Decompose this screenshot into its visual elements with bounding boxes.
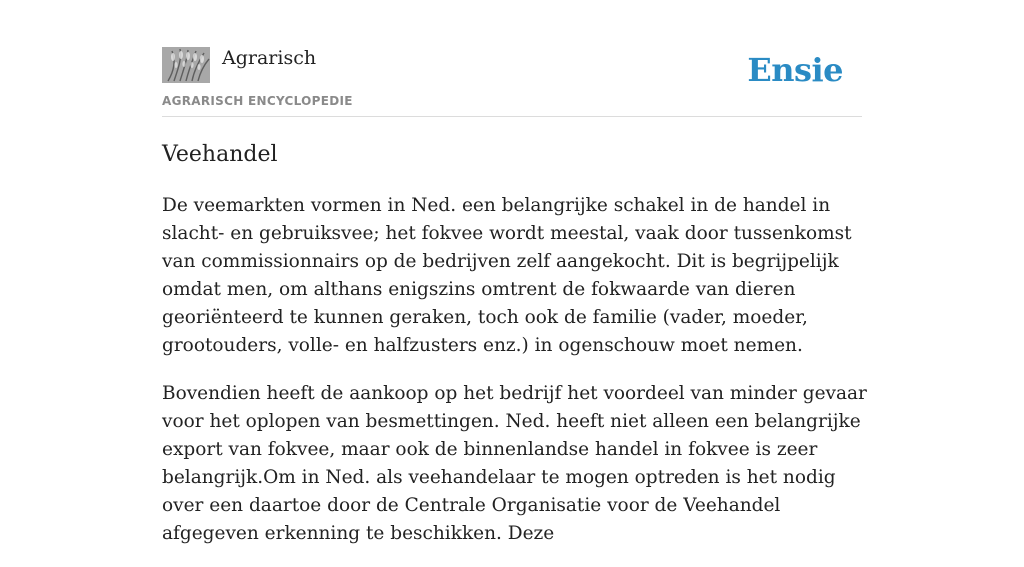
- source-name[interactable]: Agrarisch: [222, 47, 317, 69]
- article-header: [162, 46, 862, 117]
- article-paragraph: Bovendien heeft de aankoop op het bedrijf het voordeel van minder gevaar voor het oplopen van besmettingen. Ned. heeft niet alleen een belangrijke export van fokvee, maar ook de binnenlandse handel in fokvee is zeer belangrijk.Om in Ned. als veehandelaar te mogen optreden is het nodig over een daartoe door de Centrale Organisatie voor de Veehandel afgegeven erkenning te beschikken. Deze: [162, 382, 867, 545]
- article-title: Veehandel: [162, 142, 278, 167]
- article-paragraph: De veemarkten vormen in Ned. een belangrijke schakel in de handel in slacht- en gebruiksvee; het fokvee wordt meestal, vaak door tussenkomst van commissionnairs op de bedrijven zelf aangekocht. Dit is begrijpelijk omdat men, om althans enigszins omtrent de fokwaarde van dieren georiënteerd te kunnen geraken, toch ook de familie (vader, moeder, grootouders, volle- en halfzusters enz.) in ogenschouw moet nemen.: [162, 195, 852, 357]
- source-subtitle: AGRARISCH ENCYCLOPEDIE: [162, 94, 353, 108]
- wheat-logo-icon[interactable]: [162, 47, 210, 83]
- ensie-logo[interactable]: Ensie: [747, 51, 843, 89]
- article-body: [162, 192, 867, 567]
